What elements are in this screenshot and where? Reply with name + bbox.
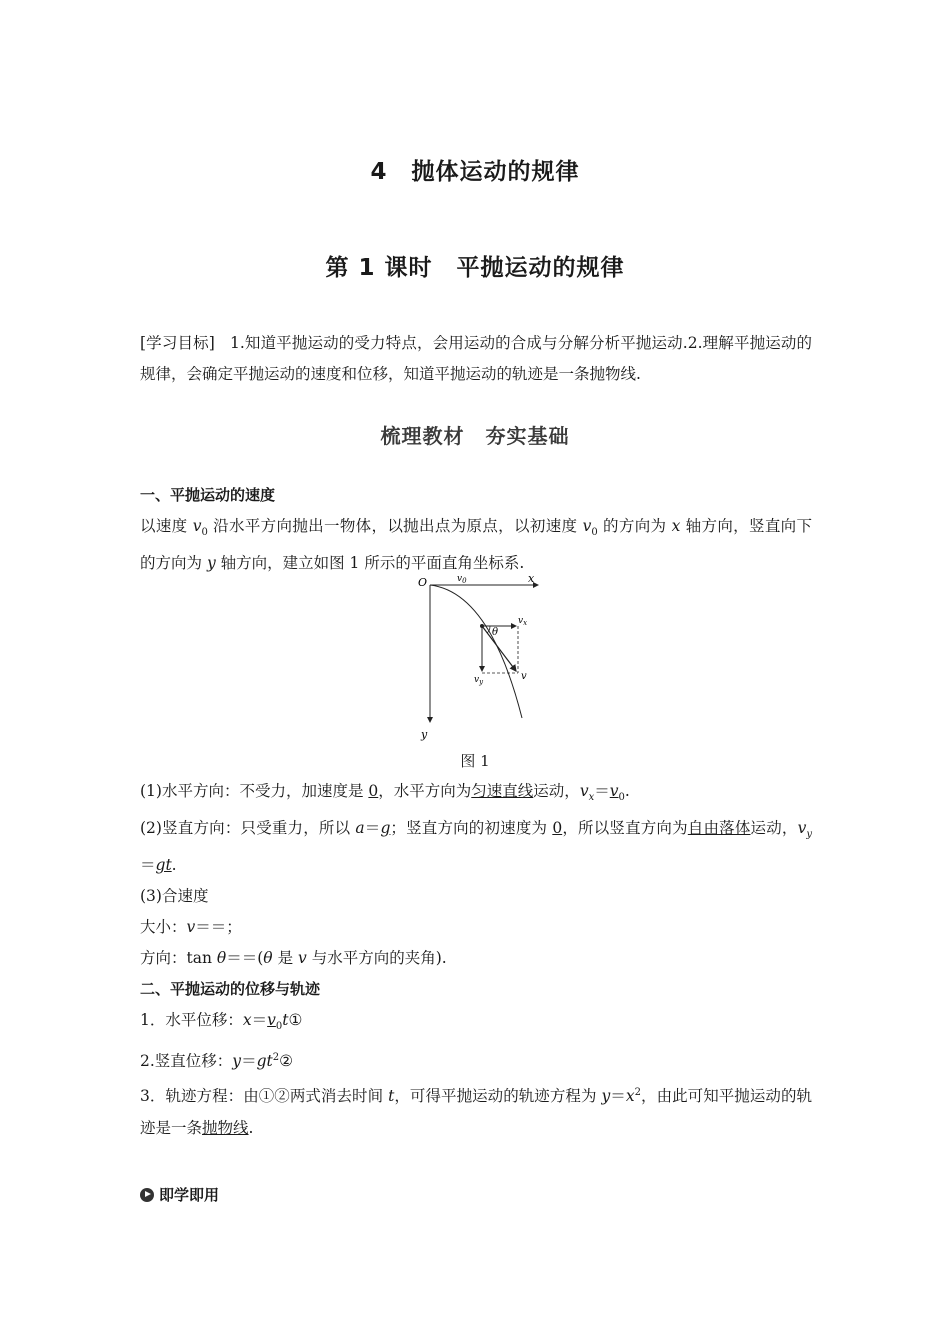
- figure-1-diagram: [410, 570, 550, 745]
- label-v: v: [521, 671, 527, 682]
- combined-size: 大小：v＝＝；: [140, 918, 242, 937]
- part1-heading: 一、平抛运动的速度: [140, 486, 276, 504]
- horizontal-displacement: 1．水平位移：$x=v_0t①$: [140, 1011, 303, 1033]
- goal-text: 1.知道平抛运动的受力特点，会用运动的合成与分解分析平抛运动.2.理解平抛运动的规律，会确定平抛运动的速度和位移，知道平抛运动的轨迹是一条抛物线.: [140, 334, 812, 383]
- label-v0: $v_0$: [457, 574, 467, 585]
- lesson-title: 第 1 课时 平抛运动的规律: [325, 255, 625, 281]
- label-vx: $v_x$: [518, 616, 528, 627]
- label-theta: θ: [492, 627, 499, 638]
- label-vy: $v_y$: [474, 675, 484, 686]
- chapter-title: 4 抛体运动的规律: [370, 159, 580, 185]
- trajectory-curve: [430, 585, 522, 718]
- vertical-displacement: 2.竖直位移：$y=gt^2②$: [140, 1052, 294, 1071]
- vertical-rule: (2)竖直方向：只受重力，所以 a＝g；竖直方向的初速度为 0，所以竖直方向为自由落体运动，$v_y=gt$.: [140, 819, 812, 875]
- trajectory-equation: 3．轨迹方程：由①②两式消去时间 t，可得平抛运动的轨迹方程为 $y=x^2$，由此可知平抛运动的轨迹是一条抛物线.: [140, 1087, 812, 1137]
- horizontal-rule: (1)水平方向：不受力，加速度是 0，水平方向为匀速直线运动，$v_x=v_0$.: [140, 782, 630, 804]
- label-y: y: [421, 728, 428, 741]
- section-heading: 梳理教材 夯实基础: [380, 424, 570, 448]
- velocity-rules: [140, 776, 812, 1144]
- figure-caption: 图 1: [460, 752, 490, 770]
- combined-heading: (3)合速度: [140, 887, 209, 906]
- part2-heading: 二、平抛运动的位移与轨迹: [140, 980, 321, 999]
- goal-label: [学习目标]: [140, 334, 215, 352]
- play-circle-icon: [140, 1188, 154, 1202]
- label-x: x: [528, 572, 535, 585]
- practice-label-text: 即学即用: [159, 1186, 220, 1204]
- label-origin: O: [418, 576, 428, 589]
- combined-direction: 方向：tan θ＝＝(θ 是 v 与水平方向的夹角).: [140, 949, 447, 968]
- learning-goals: [140, 328, 812, 390]
- practice-section-label: [140, 1184, 219, 1205]
- part1-intro: 以速度 $v_0$ 沿水平方向抛出一物体，以抛出点为原点，以初速度 $v_0$ 的方向为 x 轴方向，竖直向下的方向为 y 轴方向，建立如图 1 所示的平面直角坐标系.: [140, 517, 812, 573]
- part1-block: [140, 480, 812, 579]
